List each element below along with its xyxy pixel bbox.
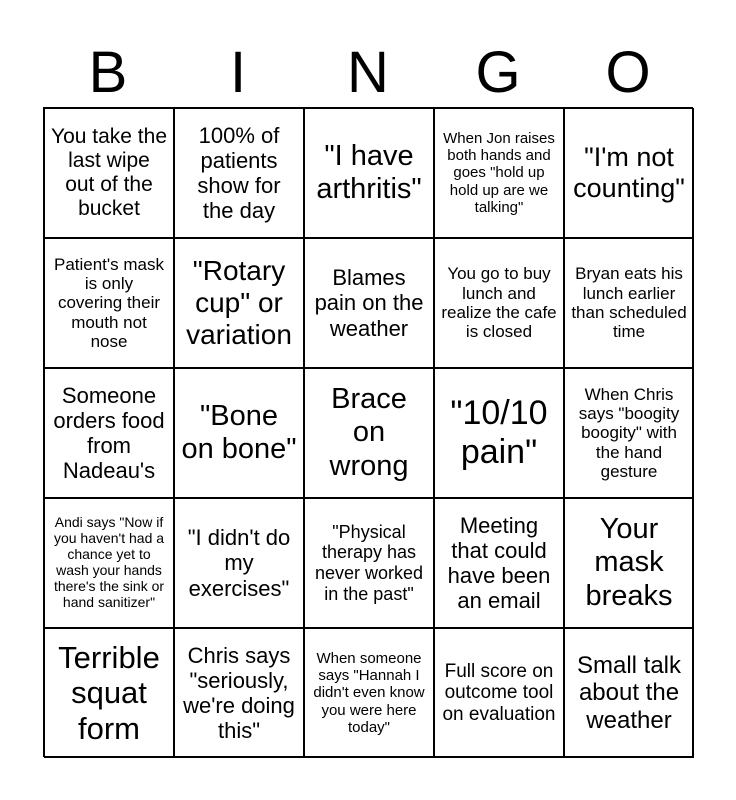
bingo-cell-r1-c1[interactable]: You take the last wipe out of the bucket: [44, 108, 174, 238]
bingo-cell-r2-c4[interactable]: You go to buy lunch and realize the cafe is closed: [434, 238, 564, 368]
bingo-cell-r4-c1[interactable]: Andi says "Now if you haven't had a chance yet to wash your hands there's the sink or hand sanitizer": [44, 498, 174, 628]
bingo-cell-r5-c4[interactable]: Full score on outcome tool on evaluation: [434, 628, 564, 758]
bingo-cell-r3-c1[interactable]: Someone orders food from Nadeau's: [44, 368, 174, 498]
bingo-cell-r1-c5[interactable]: "I'm not counting": [564, 108, 694, 238]
bingo-cell-r3-c3[interactable]: Brace on wrong: [304, 368, 434, 498]
bingo-cell-r3-c5[interactable]: When Chris says "boogity boogity" with the hand gesture: [564, 368, 694, 498]
bingo-cell-r2-c2[interactable]: "Rotary cup" or variation: [174, 238, 304, 368]
bingo-cell-r4-c3[interactable]: "Physical therapy has never worked in the past": [304, 498, 434, 628]
bingo-cell-r1-c2[interactable]: 100% of patients show for the day: [174, 108, 304, 238]
title-letter-n: N: [347, 40, 389, 105]
bingo-cell-r3-c2[interactable]: "Bone on bone": [174, 368, 304, 498]
bingo-title: [43, 40, 693, 106]
bingo-cell-r3-c4[interactable]: "10/10 pain": [434, 368, 564, 498]
bingo-cell-r1-c4[interactable]: When Jon raises both hands and goes "hold up hold up are we talking": [434, 108, 564, 238]
bingo-cell-r5-c3[interactable]: When someone says "Hannah I didn't even know you were here today": [304, 628, 434, 758]
bingo-cell-r5-c5[interactable]: Small talk about the weather: [564, 628, 694, 758]
bingo-board: [43, 107, 693, 757]
bingo-cell-r2-c5[interactable]: Bryan eats his lunch earlier than scheduled time: [564, 238, 694, 368]
title-letter-o: O: [605, 40, 651, 105]
title-letter-b: B: [88, 40, 128, 105]
bingo-cell-r5-c1[interactable]: Terrible squat form: [44, 628, 174, 758]
title-letter-i: I: [229, 40, 247, 105]
bingo-cell-r2-c3[interactable]: Blames pain on the weather: [304, 238, 434, 368]
title-letter-g: G: [475, 40, 521, 105]
bingo-cell-r4-c4[interactable]: Meeting that could have been an email: [434, 498, 564, 628]
bingo-cell-r1-c3[interactable]: "I have arthritis": [304, 108, 434, 238]
bingo-cell-r2-c1[interactable]: Patient's mask is only covering their mouth not nose: [44, 238, 174, 368]
bingo-cell-r4-c5[interactable]: Your mask breaks: [564, 498, 694, 628]
bingo-cell-r4-c2[interactable]: "I didn't do my exercises": [174, 498, 304, 628]
bingo-cell-r5-c2[interactable]: Chris says "seriously, we're doing this": [174, 628, 304, 758]
